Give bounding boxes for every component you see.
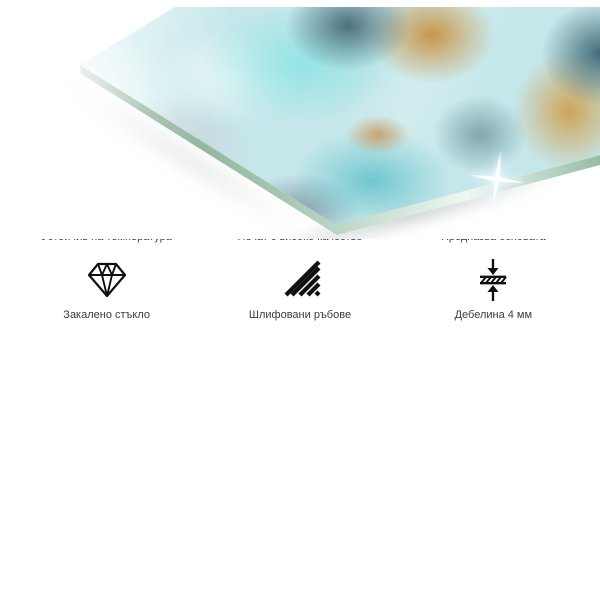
feature-tempered-glass [10,256,203,321]
product-photo [0,7,600,239]
feature-label: Дебелина 4 мм [454,309,533,321]
feature-label: Шлифовани ръбове [248,309,352,321]
feature-thickness [397,256,590,321]
sparkle-glint-icon [464,146,530,212]
diamond-icon [85,256,129,302]
polished-edges-icon [278,256,322,302]
feature-label: Закалено стъкло [63,309,151,321]
product-page [0,7,600,607]
feature-polished-edges [203,256,396,321]
thickness-icon [471,256,515,302]
